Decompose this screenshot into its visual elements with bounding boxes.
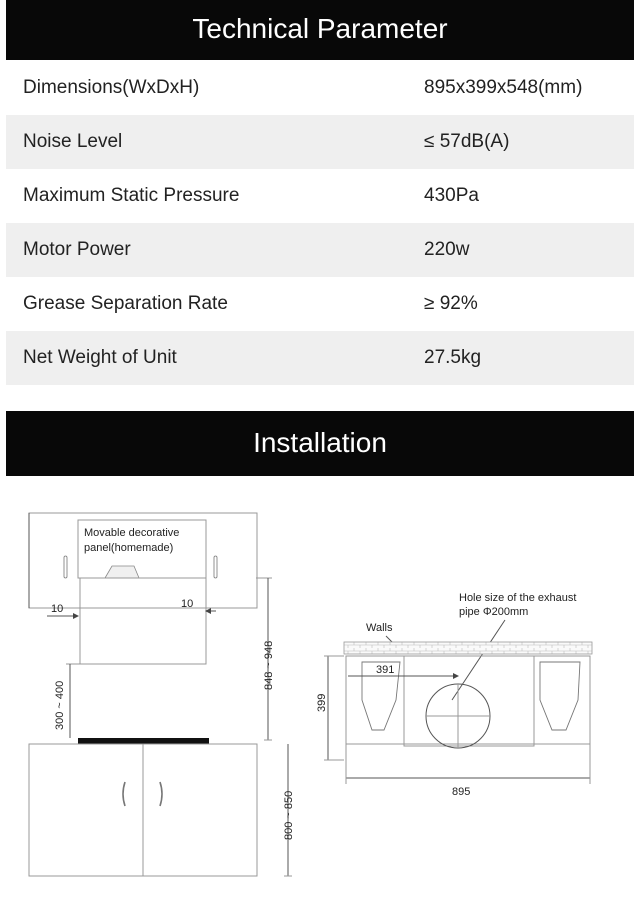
cooktop [78,738,209,744]
gap-left-label: 10 [51,603,64,615]
handle-icon [123,782,125,806]
clearance-range-label: 300 ~ 400 [54,680,66,730]
parameter-value: 895x399x548(mm) [424,77,583,98]
parameter-value: 220w [424,239,470,260]
walls-label: Walls [366,622,393,634]
hood-height-range-label: 848 ~ 948 [263,640,275,690]
installation-title: Installation [253,427,387,458]
wall [344,642,592,654]
parameter-value: ≤ 57dB(A) [424,131,510,152]
parameter-label: Maximum Static Pressure [23,185,240,206]
width-label: 895 [452,786,471,798]
handle-icon [64,556,67,578]
motor-housing [540,662,580,730]
offset-label: 391 [376,664,395,676]
cabinet-height-range-label: 800 ~ 850 [283,790,295,840]
panel-note-line2: panel(homemade) [84,542,174,554]
parameter-label: Net Weight of Unit [23,347,177,368]
parameter-label: Grease Separation Rate [23,293,228,314]
handle-icon [214,556,217,578]
gap-right-label: 10 [181,598,194,610]
front-view [29,513,295,876]
parameter-value: 430Pa [424,185,479,206]
handle-icon [160,782,162,806]
parameter-label: Motor Power [23,239,131,260]
parameter-value: ≥ 92% [424,293,478,314]
depth-label: 399 [316,693,328,712]
range-hood-body [80,578,206,664]
hole-note-line2: pipe Φ200mm [459,606,529,618]
parameter-value: 27.5kg [424,347,482,368]
parameter-label: Noise Level [23,131,123,152]
technical-parameter-title: Technical Parameter [192,13,448,44]
parameter-label: Dimensions(WxDxH) [23,77,200,98]
top-view [316,592,592,798]
panel-note-line1: Movable decorative [84,527,180,539]
hole-note-line1: Hole size of the exhaust [459,592,577,604]
